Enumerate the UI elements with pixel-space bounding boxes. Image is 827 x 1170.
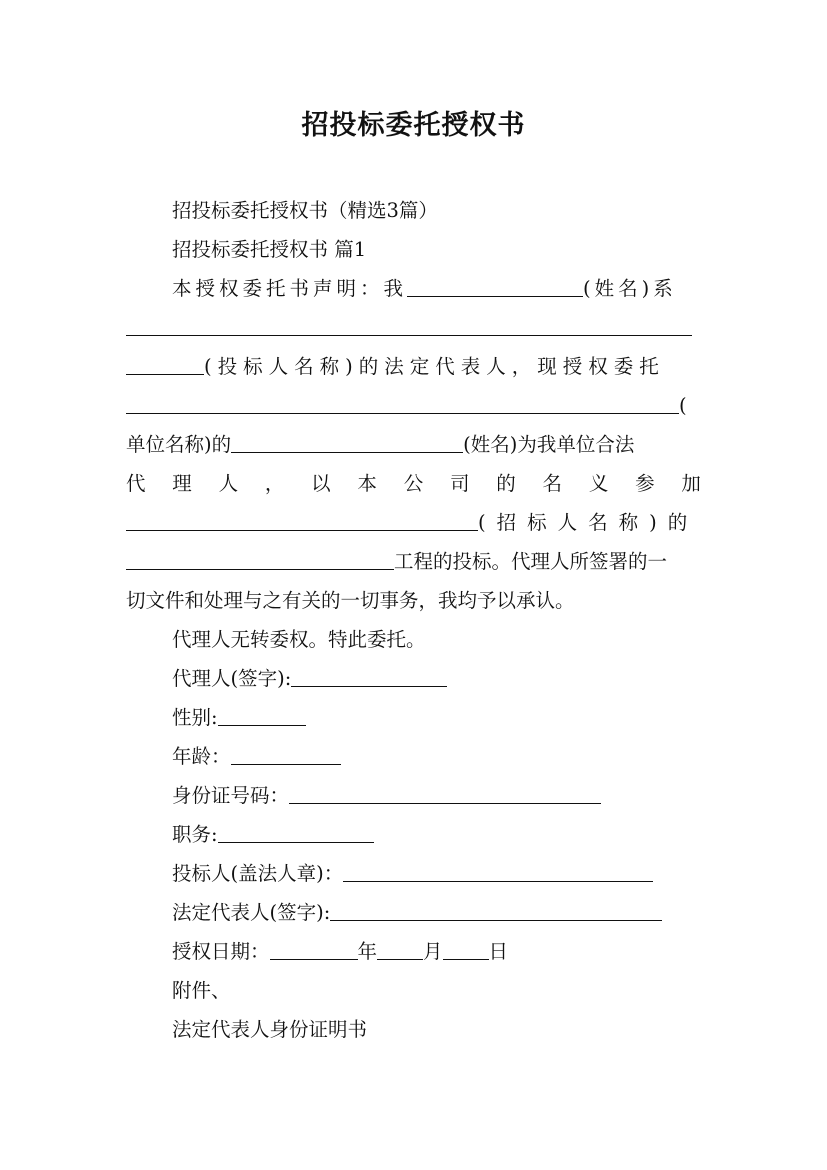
gender-row: 性别: xyxy=(172,698,701,737)
document-title: 招投标委托授权书 xyxy=(301,110,526,141)
bidder-seal-field[interactable] xyxy=(343,854,653,882)
section-heading: 招投标委托授权书 篇1 xyxy=(172,238,367,261)
age-row: 年龄： xyxy=(172,737,701,776)
paragraph-line-5: 单位名称)的 (姓名)为我单位合法 xyxy=(126,425,701,464)
paragraph-line-4: ( xyxy=(126,386,701,425)
agent-name-blank[interactable] xyxy=(231,425,463,453)
bidder-name-blank[interactable] xyxy=(126,347,204,375)
paragraph-line-7: (招标人名称)的 xyxy=(126,503,701,542)
entrusted-unit-blank[interactable] xyxy=(126,386,679,414)
gender-field[interactable] xyxy=(218,698,306,726)
position-field[interactable] xyxy=(218,815,374,843)
paragraph-line-2 xyxy=(126,308,701,347)
project-blank[interactable] xyxy=(126,542,394,570)
id-number-field[interactable] xyxy=(289,776,601,804)
agent-sign-row: 代理人(签字): xyxy=(172,659,701,698)
attachment-title: 法定代表人身份证明书 xyxy=(172,1018,368,1041)
company-blank[interactable] xyxy=(126,308,692,336)
position-row: 职务: xyxy=(172,815,701,854)
year-field[interactable] xyxy=(270,932,358,960)
month-field[interactable] xyxy=(377,932,423,960)
age-field[interactable] xyxy=(231,737,341,765)
paragraph-line-6: 代 理 人 ， 以 本 公 司 的 名 义 参 加 xyxy=(126,472,701,495)
agent-sign-field[interactable] xyxy=(291,659,447,687)
paragraph-line-1: 本授权委托书声明：我 (姓名)系 xyxy=(172,269,701,308)
tenderee-blank[interactable] xyxy=(126,503,478,531)
date-row: 授权日期： 年 月 日 xyxy=(172,932,701,971)
name-blank[interactable] xyxy=(407,269,583,297)
attachment-label: 附件、 xyxy=(172,979,231,1002)
bidder-seal-row: 投标人(盖法人章)： xyxy=(172,854,701,893)
id-number-row: 身份证号码： xyxy=(172,776,701,815)
subtitle: 招投标委托授权书（精选3篇） xyxy=(172,199,438,222)
day-field[interactable] xyxy=(443,932,489,960)
legal-rep-field[interactable] xyxy=(330,893,662,921)
paragraph-line-9: 切文件和处理与之有关的一切事务，我均予以承认。 xyxy=(126,589,575,612)
paragraph-line-3: (投标人名称)的法定代表人，现授权委托 xyxy=(126,347,701,386)
paragraph-line-8: 工程的投标。代理人所签署的一 xyxy=(126,542,701,581)
legal-rep-row: 法定代表人(签字): xyxy=(172,893,701,932)
no-transfer-text: 代理人无转委权。特此委托。 xyxy=(172,628,426,651)
